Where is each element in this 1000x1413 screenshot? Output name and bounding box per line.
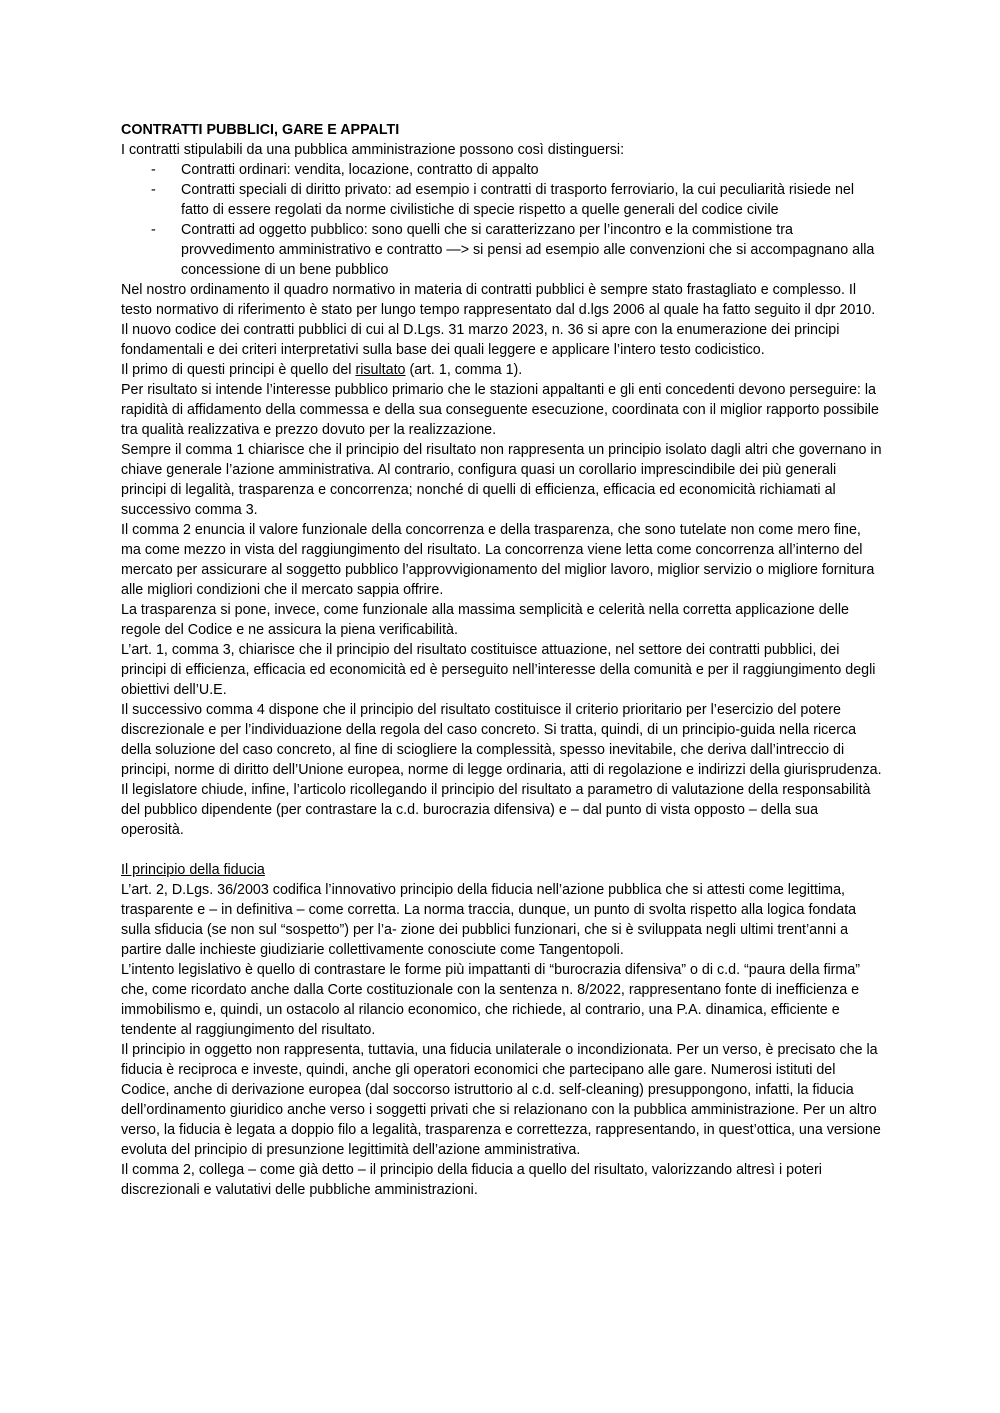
principle-keyword: risultato xyxy=(355,362,406,378)
list-item-text: Contratti ad oggetto pubblico: sono quelli che si caratterizzano per l’incontro e la commistione tra provvedimento amministrativo e contratto —> si pensi ad esempio alle convenzioni che si accompagnano alla concessione di un bene pubblico xyxy=(181,222,875,278)
body-paragraph: L’art. 1, comma 3, chiarisce che il principio del risultato costituisce attuazione, nel settore dei contratti pubblici, dei principi di efficienza, efficacia ed economicità ed è perseguito nell’interesse della comunità e per il raggiungimento degli obiettivi dell’U.E. xyxy=(121,642,876,698)
contract-types-list xyxy=(121,160,883,280)
bullet-dash: - xyxy=(151,182,156,198)
body-paragraph: Il legislatore chiude, infine, l’articolo ricollegando il principio del risultato a parametro di valutazione della responsabilità del pubblico dipendente (per contrastare la c.d. burocrazia difensiva) e – dal punto di vista opposto – della sua operosità. xyxy=(121,782,871,838)
document-page xyxy=(121,120,883,1200)
list-item xyxy=(121,220,883,280)
principle-paragraph xyxy=(121,360,883,380)
list-item xyxy=(121,180,883,220)
bullet-dash: - xyxy=(151,222,156,238)
paragraph-spacer xyxy=(121,840,883,860)
body-paragraph: Il nuovo codice dei contratti pubblici di cui al D.Lgs. 31 marzo 2023, n. 36 si apre con la enumerazione dei principi fondamentali e dei criteri interpretativi sulla base dei quali leggere e applicare l’intero testo codicistico. xyxy=(121,322,840,358)
body-paragraph: La trasparenza si pone, invece, come funzionale alla massima semplicità e celerità nella corretta applicazione delle regole del Codice e ne assicura la piena verificabilità. xyxy=(121,602,849,638)
intro-paragraph: I contratti stipulabili da una pubblica amministrazione possono così distinguersi: xyxy=(121,142,625,158)
body-paragraph: Il successivo comma 4 dispone che il principio del risultato costituisce il criterio prioritario per l’esercizio del potere discrezionale e per l’individuazione della regola del caso concreto. Si tratta, quindi, di un principio-guida nella ricerca della soluzione del caso concreto, al fine di sciogliere la complessità, spesso inevitabile, che deriva dall’intreccio di principi, norme di diritto dell’Unione europea, norme di legge ordinaria, atti di regolazione e indirizzi della giurisprudenza. xyxy=(121,702,882,778)
body-paragraph: Per risultato si intende l’interesse pubblico primario che le stazioni appaltanti e gli enti concedenti devono perseguire: la rapidità di affidamento della commessa e della sua conseguente esecuzione, coordinata con il miglior rapporto possibile tra qualità realizzativa e prezzo dovuto per la realizzazione. xyxy=(121,382,879,438)
body-paragraph: Sempre il comma 1 chiarisce che il principio del risultato non rappresenta un principio isolato dagli altri che governano in chiave generale l’azione amministrativa. Al contrario, configura quasi un corollario imprescindibile dei più generali principi di legalità, trasparenza e concorrenza; nonché di quelli di efficienza, efficacia ed economicità richiamati al successivo comma 3. xyxy=(121,442,882,518)
principle-text-after: (art. 1, comma 1). xyxy=(405,362,523,378)
section-heading: Il principio della fiducia xyxy=(121,862,265,878)
list-item-text: Contratti ordinari: vendita, locazione, contratto di appalto xyxy=(181,162,539,178)
principle-text-before: Il primo di questi principi è quello del xyxy=(121,362,356,378)
bullet-dash: - xyxy=(151,162,156,178)
list-item-text: Contratti speciali di diritto privato: ad esempio i contratti di trasporto ferroviario, la cui peculiarità risiede nel fatto di essere regolati da norme civilistiche di specie rispetto a quelle generali del codice civile xyxy=(181,182,855,218)
document-title: CONTRATTI PUBBLICI, GARE E APPALTI xyxy=(121,122,400,138)
body-paragraph: Nel nostro ordinamento il quadro normativo in materia di contratti pubblici è sempre stato frastagliato e complesso. Il testo normativo di riferimento è stato per lungo tempo rappresentato dal d.lgs 2006 al quale ha fatto seguito il dpr 2010. xyxy=(121,282,876,318)
body-paragraph: L’intento legislativo è quello di contrastare le forme più impattanti di “burocrazia difensiva” o di c.d. “paura della firma” che, come ricordato anche dalla Corte costituzionale con la sentenza n. 8/2022, rappresentano fonte di inefficienza e immobilismo e, quindi, un ostacolo al rilancio economico, che richiede, al contrario, una P.A. dinamica, efficiente e tendente al raggiungimento del risultato. xyxy=(121,962,861,1038)
body-paragraph: L’art. 2, D.Lgs. 36/2003 codifica l’innovativo principio della fiducia nell’azione pubblica che si attesti come legittima, trasparente e – in definitiva – come corretta. La norma traccia, dunque, un punto di svolta rispetto alla logica fondata sulla sfiducia (se non sul “sospetto”) per l’a- zione dei pubblici funzionari, che si è sviluppata negli ultimi trent’anni a partire dalle inchieste giudiziarie collettivamente conosciute come Tangentopoli. xyxy=(121,882,857,958)
body-paragraph: Il comma 2 enuncia il valore funzionale della concorrenza e della trasparenza, che sono tutelate non come mero fine, ma come mezzo in vista del raggiungimento del risultato. La concorrenza viene letta come concorrenza all’interno del mercato per assicurare al soggetto pubblico l’approvvigionamento del miglior lavoro, miglior servizio o migliore fornitura alle migliori condizioni che il mercato sappia offrire. xyxy=(121,522,875,598)
body-paragraph: Il principio in oggetto non rappresenta, tuttavia, una fiducia unilaterale o incondizionata. Per un verso, è precisato che la fiducia è reciproca e investe, quindi, anche gli operatori economici che partecipano alle gare. Numerosi istituti del Codice, anche di derivazione europea (dal soccorso istruttorio al c.d. self-cleaning) presuppongono, infatti, la fiducia dell’ordinamento giuridico anche verso i soggetti privati che si relazionano con la pubblica amministrazione. Per un altro verso, la fiducia è legata a doppio filo a legalità, trasparenza e correttezza, rappresentando, in quest’ottica, una versione evoluta del principio di presunzione legittimità dell’azione amministrativa. xyxy=(121,1042,881,1158)
body-paragraph: Il comma 2, collega – come già detto – il principio della fiducia a quello del risultato, valorizzando altresì i poteri discrezionali e valutativi delle pubbliche amministrazioni. xyxy=(121,1162,822,1198)
list-item xyxy=(121,160,883,180)
